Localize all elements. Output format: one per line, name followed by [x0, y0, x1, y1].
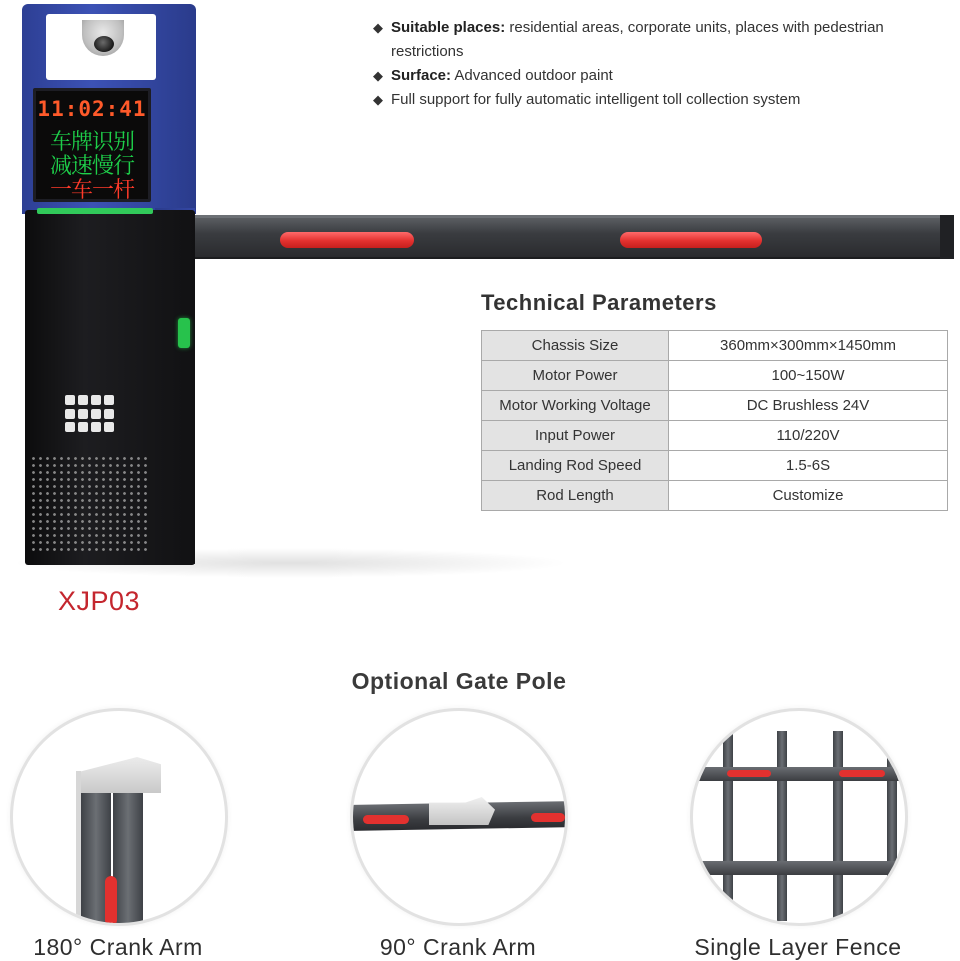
boom-arm — [190, 215, 952, 259]
param-name: Chassis Size — [482, 331, 669, 361]
crank-joint — [429, 797, 495, 825]
pole-reflector — [531, 813, 565, 822]
diamond-bullet-icon: ◆ — [373, 20, 383, 35]
fence-upright — [887, 731, 897, 921]
fence-upright — [777, 731, 787, 921]
table-row — [482, 361, 948, 391]
fence-reflector — [839, 770, 885, 777]
diamond-bullet-icon: ◆ — [373, 68, 383, 83]
feature-item — [373, 88, 933, 112]
side-indicator-light — [178, 318, 190, 348]
fence-reflector — [727, 770, 771, 777]
optional-gate-pole-title: Optional Gate Pole — [351, 668, 567, 694]
technical-parameters-title: Technical Parameters — [481, 290, 717, 315]
crank-arm-180-image — [10, 708, 228, 926]
param-name: Motor Working Voltage — [482, 391, 669, 421]
caption-single-layer-fence: Single Layer Fence — [694, 934, 902, 960]
feature-label: Surface: — [391, 67, 452, 84]
arm-reflector — [280, 232, 414, 248]
param-value: 360mm×300mm×1450mm — [669, 331, 948, 361]
caption-crank-arm-90: 90° Crank Arm — [379, 934, 537, 960]
fence-upright — [723, 731, 733, 921]
fence-bottom-rail — [690, 861, 908, 875]
led-line-2: 减速慢行 — [49, 154, 134, 179]
feature-text: residential areas, corporate units, places with pedestrian restrictions — [391, 19, 884, 60]
table-row — [482, 451, 948, 481]
led-line-3: 一车一杆 — [49, 178, 134, 203]
feature-text: Advanced outdoor paint — [451, 67, 613, 84]
diamond-bullet-icon: ◆ — [373, 92, 383, 107]
feature-item — [373, 16, 933, 64]
arm-reflector — [620, 232, 762, 248]
feature-label: Suitable places: — [391, 19, 506, 36]
camera-lens — [94, 36, 114, 52]
single-layer-fence-image — [690, 708, 908, 926]
technical-parameters-table — [481, 330, 948, 511]
model-name: XJP03 — [58, 586, 141, 616]
status-light-bar — [37, 208, 153, 214]
led-line-1: 车牌识别 — [49, 130, 134, 155]
pole-post — [113, 781, 143, 926]
param-value: Customize — [669, 481, 948, 511]
led-time: 11:02:41 — [37, 97, 147, 121]
led-display — [33, 88, 151, 202]
param-name: Motor Power — [482, 361, 669, 391]
arm-end-cap — [940, 215, 954, 259]
param-name: Landing Rod Speed — [482, 451, 669, 481]
param-value: 110/220V — [669, 421, 948, 451]
crank-bracket — [81, 757, 161, 793]
caption-crank-arm-180: 180° Crank Arm — [33, 934, 203, 960]
table-row — [482, 391, 948, 421]
pole-reflector — [105, 876, 117, 926]
table-row — [482, 481, 948, 511]
pole-reflector — [363, 815, 409, 824]
fence-upright — [833, 731, 843, 921]
param-value: 1.5-6S — [669, 451, 948, 481]
feature-item — [373, 64, 933, 88]
speaker-grille — [30, 455, 150, 555]
crank-arm-90-image — [350, 708, 568, 926]
param-value: 100~150W — [669, 361, 948, 391]
table-row — [482, 421, 948, 451]
feature-text: Full support for fully automatic intelligent toll collection system — [391, 91, 801, 108]
keypad-icon — [65, 395, 113, 433]
table-row — [482, 331, 948, 361]
param-name: Input Power — [482, 421, 669, 451]
feature-list — [373, 16, 933, 112]
param-value: DC Brushless 24V — [669, 391, 948, 421]
param-name: Rod Length — [482, 481, 669, 511]
